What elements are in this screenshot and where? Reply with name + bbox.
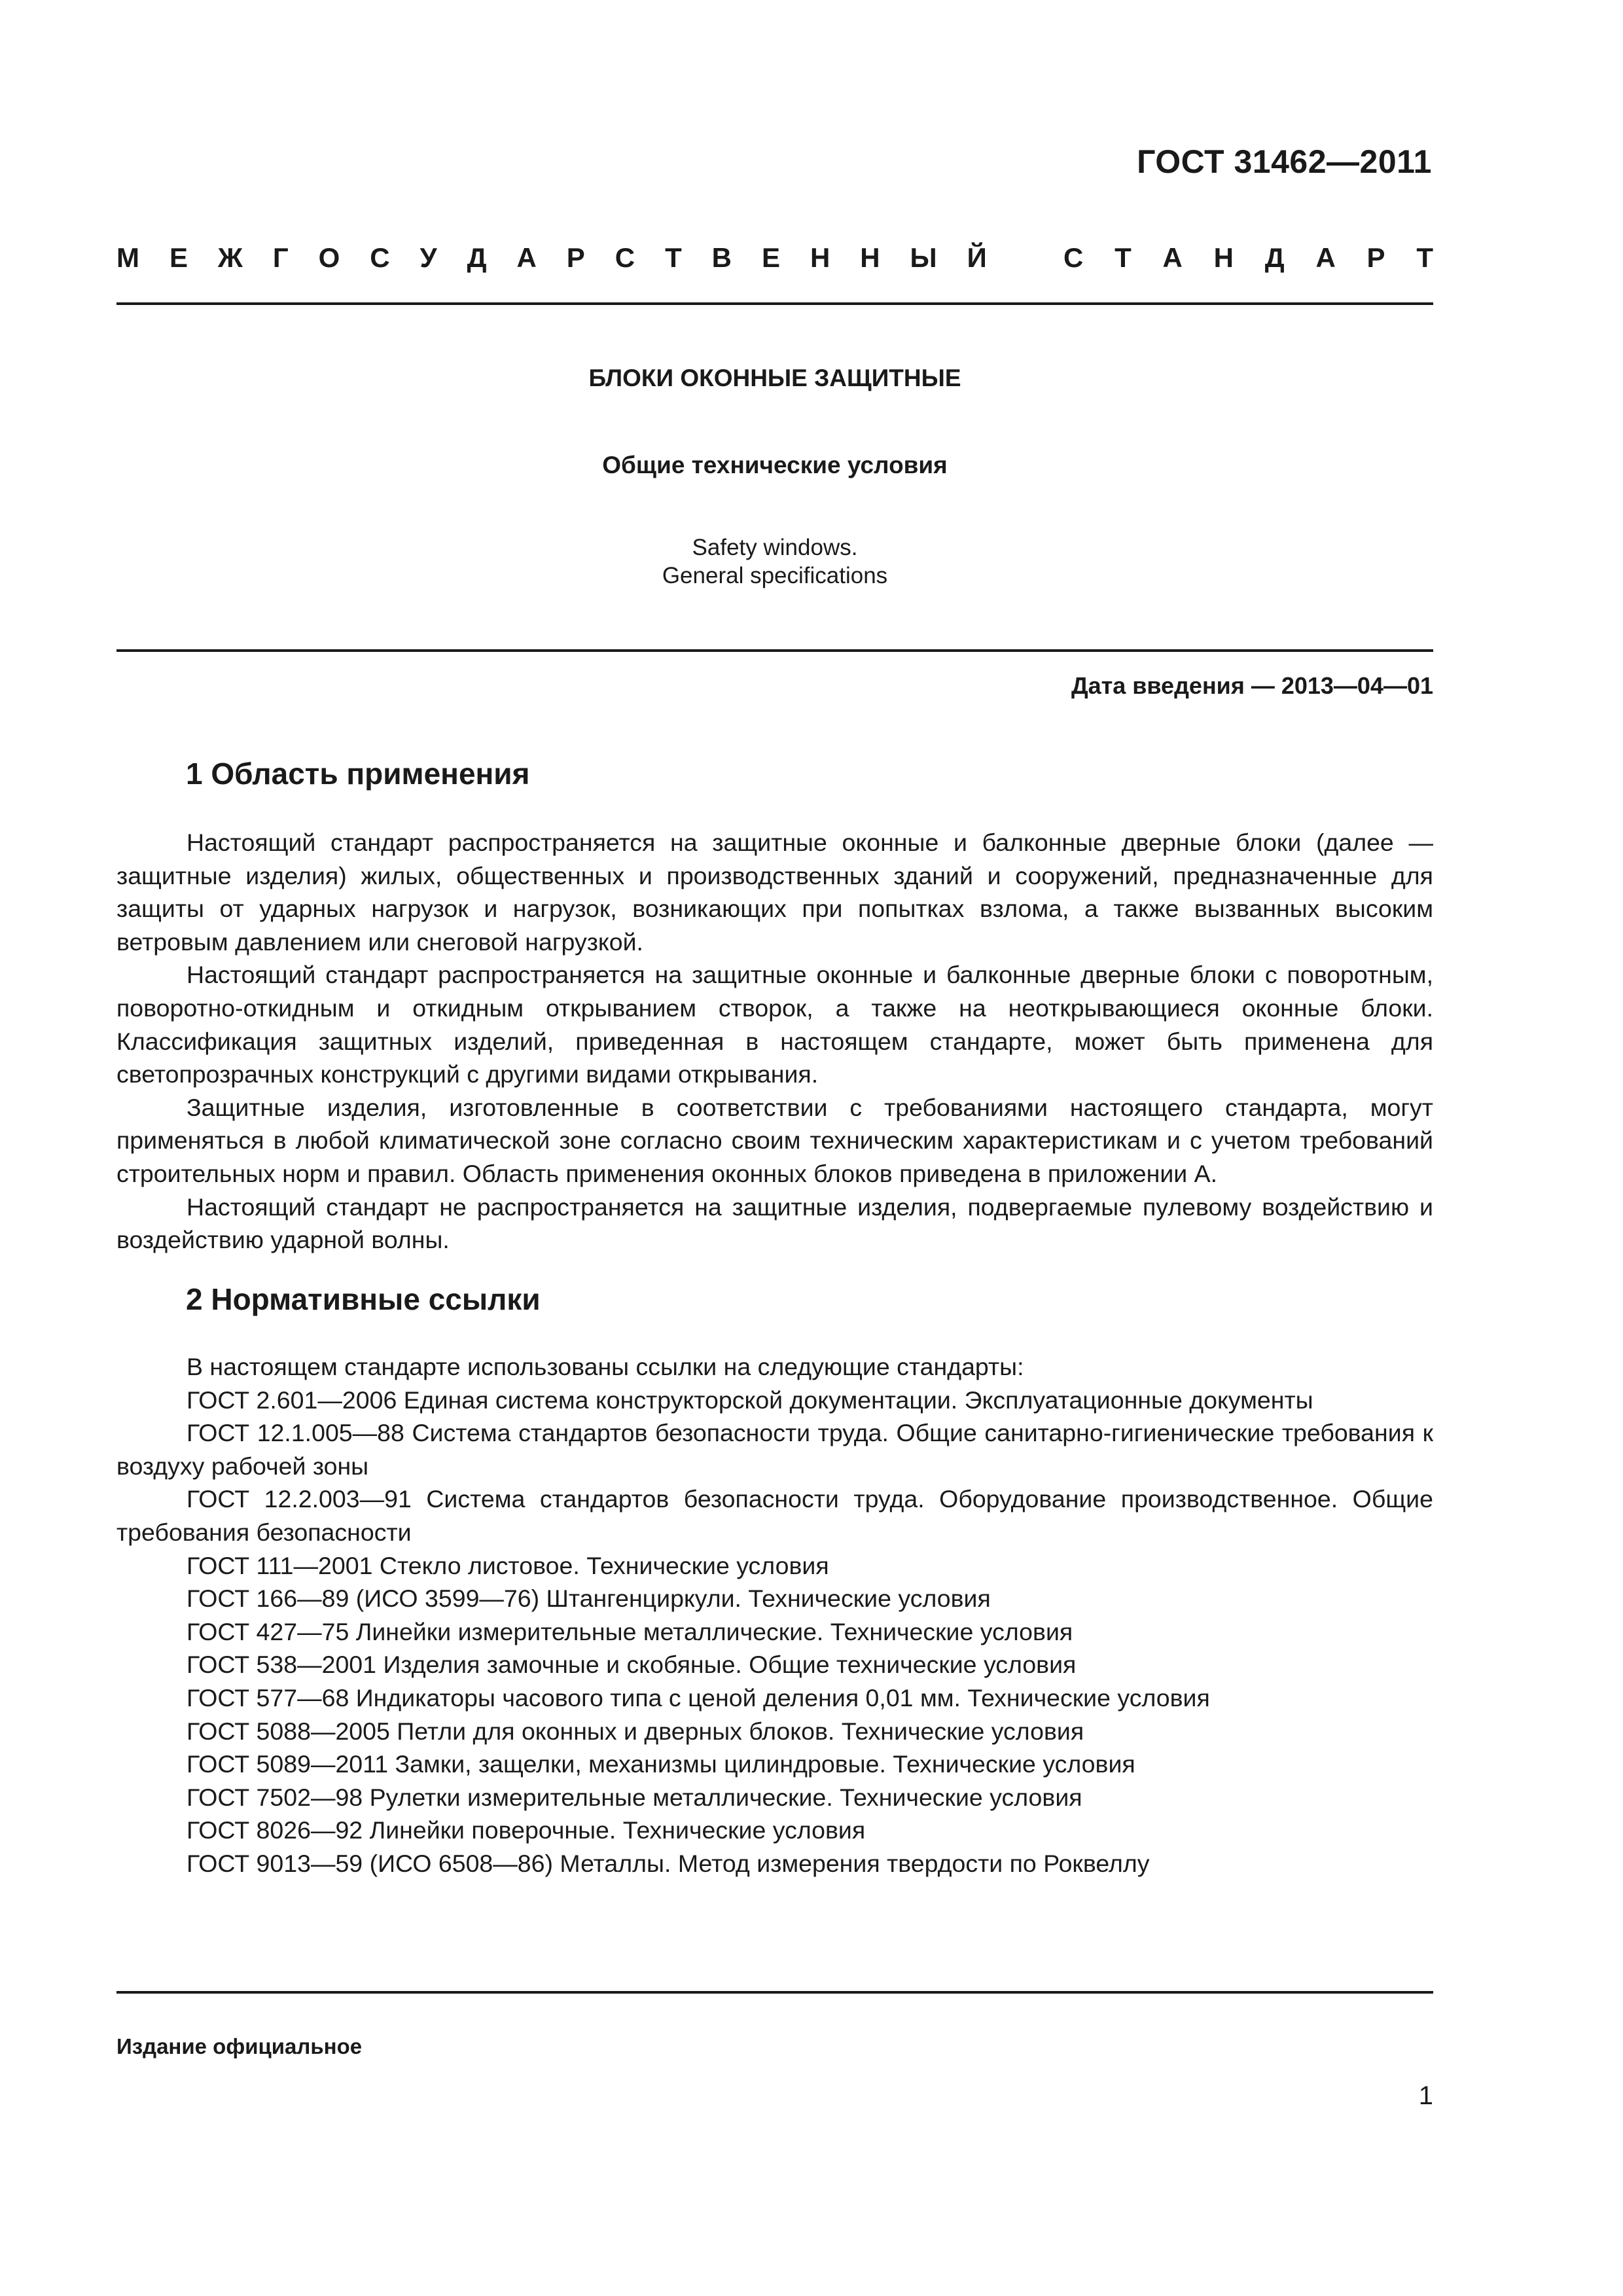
banner-letter: Ы (910, 242, 937, 273)
banner-letter: Н (1213, 242, 1234, 273)
reference-item: ГОСТ 166—89 (ИСО 3599—76) Штангенциркули. Технические условия (187, 1585, 991, 1613)
reference-item: ГОСТ 2.601—2006 Единая система конструкторской документации. Эксплуатационные документы (187, 1386, 1313, 1414)
reference-item: ГОСТ 7502—98 Рулетки измерительные металлические. Технические условия (187, 1783, 1082, 1811)
english-title-line-2: General specifications (662, 563, 888, 588)
banner-letter: А (1162, 242, 1183, 273)
banner-letter: Ж (217, 242, 243, 273)
title-divider (116, 649, 1433, 652)
reference-item: ГОСТ 577—68 Индикаторы часового типа с ценой деления 0,01 мм. Технические условия (187, 1683, 1210, 1712)
section-1-heading: 1 Область применения (186, 757, 530, 791)
interstate-standard-banner (116, 242, 1433, 281)
reference-item: ГОСТ 5088—2005 Петли для оконных и дверных блоков. Технические условия (187, 1717, 1084, 1745)
banner-letter: Т (665, 242, 682, 273)
banner-letter: Е (761, 242, 780, 273)
banner-letter: С (1063, 242, 1084, 273)
banner-letter: А (516, 242, 537, 273)
paragraph: Настоящий стандарт распространяется на защитные оконные и балконные дверные блоки с поворотным, поворотно-откидным и откидным открыванием створок, а также на неоткрывающиеся оконные блоки. Классификация защитных изделий, приведенная в настоящем стандарте, может быть применена для светопрозрачных конструкций с другими видами открывания. (116, 961, 1433, 1088)
reference-item: ГОСТ 5089—2011 Замки, защелки, механизмы цилиндровые. Технические условия (187, 1750, 1135, 1778)
banner-word-standard (1063, 242, 1433, 281)
document-number: ГОСТ 31462—2011 (1137, 143, 1432, 180)
banner-word-interstate (116, 242, 987, 281)
banner-letter: С (615, 242, 635, 273)
introduction-date: Дата введения — 2013—04—01 (1071, 672, 1433, 699)
reference-item: ГОСТ 111—2001 Стекло листовое. Технические условия (187, 1551, 829, 1579)
document-title: БЛОКИ ОКОННЫЕ ЗАЩИТНЫЕ (588, 365, 961, 391)
section-2-heading: 2 Нормативные ссылки (186, 1282, 541, 1316)
references-intro: В настоящем стандарте использованы ссылки на следующие стандарты: (187, 1353, 1024, 1380)
banner-letter: Р (1366, 242, 1385, 273)
page-number: 1 (1418, 2081, 1433, 2110)
banner-letter: Й (967, 242, 987, 273)
paragraph: Настоящий стандарт не распространяется на защитные изделия, подвергаемые пулевому воздействию и воздействию ударной волны. (116, 1193, 1433, 1254)
banner-letter: Т (1416, 242, 1433, 273)
reference-item: ГОСТ 538—2001 Изделия замочные и скобяные. Общие технические условия (187, 1651, 1077, 1679)
section-1-body (116, 826, 1433, 1257)
banner-letter: В (711, 242, 732, 273)
reference-item: ГОСТ 12.1.005—88 Система стандартов безопасности труда. Общие санитарно-гигиенические требования к воздуху рабочей зоны (116, 1419, 1433, 1480)
banner-letter: Н (860, 242, 880, 273)
banner-letter: О (318, 242, 340, 273)
banner-letter: Р (566, 242, 585, 273)
english-title-line-1: Safety windows. (692, 535, 858, 560)
reference-item: ГОСТ 427—75 Линейки измерительные металлические. Технические условия (187, 1617, 1073, 1645)
paragraph: Защитные изделия, изготовленные в соответствии с требованиями настоящего стандарта, могут применяться в любой климатической зоне согласно своим техническим характеристикам и с учетом требований строительных норм и правил. Область применения оконных блоков приведена в приложении А. (116, 1093, 1433, 1187)
banner-letter: У (419, 242, 437, 273)
banner-letter: А (1315, 242, 1336, 273)
banner-letter: Н (810, 242, 830, 273)
banner-letter: С (370, 242, 390, 273)
normative-references-list (116, 1350, 1433, 1880)
banner-letter: М (116, 242, 139, 273)
document-subtitle: Общие технические условия (602, 452, 948, 478)
banner-letter: Т (1115, 242, 1132, 273)
header-divider (116, 302, 1433, 305)
reference-item: ГОСТ 8026—92 Линейки поверочные. Технические условия (187, 1816, 866, 1844)
footer-divider (116, 1991, 1433, 1994)
reference-item: ГОСТ 9013—59 (ИСО 6508—86) Металлы. Метод измерения твердости по Роквеллу (187, 1849, 1150, 1877)
paragraph: Настоящий стандарт распространяется на защитные оконные и балконные дверные блоки (далее — защитные изделия) жилых, общественных и производственных зданий и сооружений, предназначенные для защиты от ударных нагрузок и нагрузок, возникающих при попытках взлома, а также вызванных высоким ветровым давлением или снеговой нагрузкой. (116, 829, 1433, 956)
banner-letter: Г (272, 242, 289, 273)
banner-letter: Д (467, 242, 487, 273)
reference-item: ГОСТ 12.2.003—91 Система стандартов безопасности труда. Оборудование производственное. Общие требования безопасности (116, 1485, 1433, 1546)
banner-letter: Е (169, 242, 188, 273)
banner-letter: Д (1264, 242, 1285, 273)
official-edition-label: Издание официальное (116, 2034, 363, 2058)
